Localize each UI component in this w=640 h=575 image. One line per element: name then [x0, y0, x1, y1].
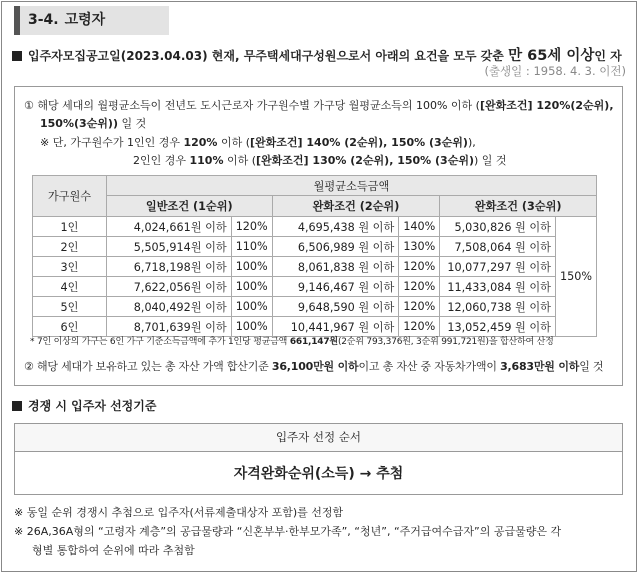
- relaxed-condition-2-header: 완화조건 (2순위): [272, 196, 440, 217]
- eligibility-heading: 입주자모집공고일(2023.04.03) 현재, 무주택세대구성원으로서 아래의 요건을 모두 갖춘 만 65세 이상인 자: [12, 44, 622, 65]
- table-row: 5인 8,040,492원 이하 100% 9,648,590 원 이하 120% 12,060,738 원 이하: [33, 297, 597, 317]
- age-highlight: 만 65세 이상: [508, 48, 595, 64]
- income-table: [32, 175, 597, 337]
- condition-2-assets: ② 해당 세대가 보유하고 있는 총 자산 가액 합산기준 36,100만원 이하이고 총 자산 중 자동차가액이 3,683만원 이하일 것: [24, 360, 604, 373]
- selection-order-body: 자격완화순위(소득) → 추첨: [233, 466, 404, 482]
- square-bullet-icon: [12, 401, 22, 411]
- square-bullet-icon: [12, 51, 22, 61]
- condition-1-single-exception: ※ 단, 가구원수가 1인인 경우 120% 이하 ([완화조건] 140% (2순위), 150% (3순위)),: [40, 136, 476, 149]
- selection-order-box: [14, 423, 623, 495]
- relaxed-condition-3-header: 완화조건 (3순위): [440, 196, 597, 217]
- section-number: 3-4.: [28, 12, 59, 28]
- footnote-2: ※ 26A,36A형의 “고령자 계층”의 공급물량과 “신혼부부·한부모가족”, “청년”, “주거급여수급자”의 공급물량은 각: [14, 525, 562, 538]
- table-row: 4인 7,622,056원 이하 100% 9,146,467 원 이하 120% 11,433,084 원 이하: [33, 277, 597, 297]
- table-row: 3인 6,718,198원 이하 100% 8,061,838 원 이하 120% 10,077,297 원 이하: [33, 257, 597, 277]
- section-title-text: 고령자: [64, 12, 106, 28]
- table-row: 2인 5,505,914원 이하 110% 6,506,989 원 이하 130% 7,508,064 원 이하: [33, 237, 597, 257]
- footnote-2-continued: 형별 통합하여 순위에 따라 추첨함: [32, 544, 195, 557]
- third-rank-percent: 150%: [555, 217, 596, 337]
- condition-1-line-1: ① 해당 세대의 월평균소득이 전년도 도시근로자 가구원수별 가구당 월평균소득의 100% 이하 ([완화조건] 120%(2순위),: [24, 99, 614, 112]
- condition-1-line-2: 150%(3순위)) 일 것: [40, 117, 147, 130]
- section-title: [14, 6, 169, 35]
- selection-criteria-heading: 경쟁 시 입주자 선정기준: [12, 397, 156, 414]
- footnote-1: ※ 동일 순위 경쟁시 추첨으로 입주자(서류제출대상자 포함)를 선정함: [14, 506, 344, 519]
- monthly-income-header: 월평균소득금액: [106, 176, 596, 196]
- seven-plus-household-note: * 7인 이상의 가구는 6인 가구 기준소득금액에 추가 1인당 평균금액 661,147원(2순위 793,376원, 3순위 991,721원)을 합산하여 산정: [30, 337, 554, 347]
- household-size-header: 가구원수: [33, 176, 107, 217]
- table-row: 6인 8,701,639원 이하 100% 10,441,967 원 이하 120% 13,052,459 원 이하: [33, 317, 597, 337]
- condition-1-two-person-exception: 2인인 경우 110% 이하 ([완화조건] 130% (2순위), 150% (3순위)) 일 것: [133, 154, 507, 167]
- general-condition-header: 일반조건 (1순위): [106, 196, 272, 217]
- selection-order-header: 입주자 선정 순서: [15, 424, 622, 452]
- birth-date-note: (출생일 : 1958. 4. 3. 이전): [484, 64, 626, 78]
- table-row: 1인 4,024,661원 이하 120% 4,695,438 원 이하 140% 5,030,826 원 이하 150%: [33, 217, 597, 237]
